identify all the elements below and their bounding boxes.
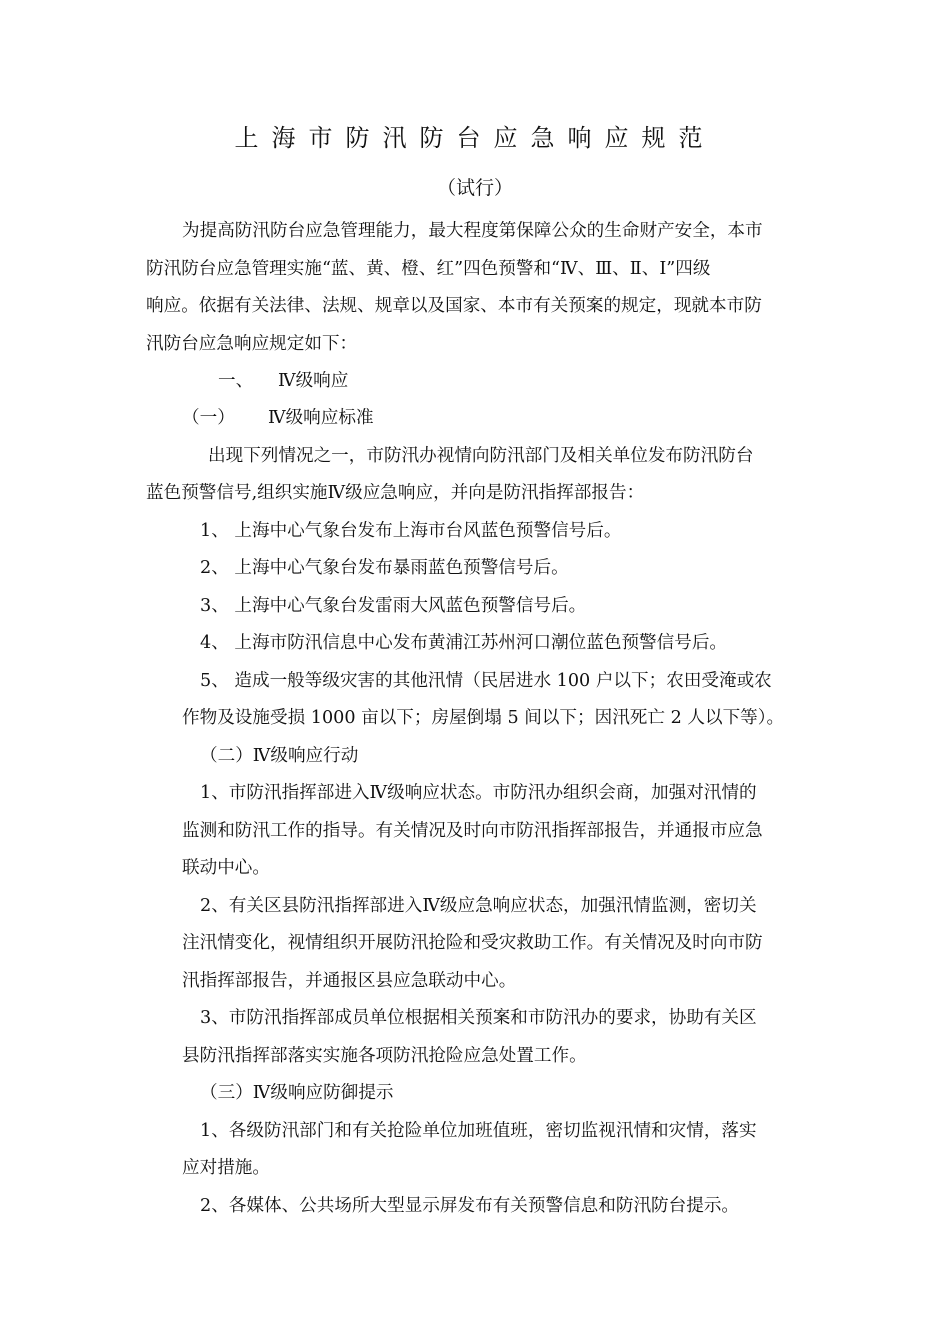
part-3-paragraph-1: 1、各级防汛部门和有关抢险单位加班值班，密切监视汛情和灾情，落实 <box>200 1121 757 1141</box>
part-2-paragraph-3: 3、市防汛指挥部成员单位根据相关预案和市防汛办的要求，协助有关区 <box>200 1008 757 1028</box>
document-title: 上海市防汛防台应急响应规范 <box>234 124 716 152</box>
part-1-item: 1、 上海中心气象台发布上海市台风蓝色预警信号后。 <box>200 521 622 541</box>
intro-line-1: 为提高防汛防台应急管理能力，最大程度第保障公众的生命财产安全，本市 <box>182 221 763 241</box>
part-1-intro-line-2: 蓝色预警信号,组织实施Ⅳ级应急响应，并向是防汛指挥部报告： <box>146 483 645 503</box>
section-1-heading: Ⅳ级响应 <box>278 371 349 391</box>
part-3-paragraph-2: 2、各媒体、公共场所大型显示屏发布有关预警信息和防汛防台提示。 <box>200 1196 740 1216</box>
part-1-item: 2、 上海中心气象台发布暴雨蓝色预警信号后。 <box>200 558 569 578</box>
part-1-intro-line-1: 出现下列情况之一，市防汛办视情向防汛部门及相关单位发布防汛防台 <box>208 446 754 466</box>
part-2-paragraph-1: 监测和防汛工作的指导。有关情况及时向市防汛指挥部报告，并通报市应急 <box>182 821 763 841</box>
part-1-item: 3、 上海中心气象台发雷雨大风蓝色预警信号后。 <box>200 596 587 616</box>
document-subtitle: （试行） <box>436 177 513 199</box>
section-1-number: 一、 <box>218 371 254 391</box>
part-2-paragraph-2: 2、有关区县防汛指挥部进入Ⅳ级应急响应状态，加强汛情监测，密切关 <box>200 896 757 916</box>
part-1-item-continuation: 作物及设施受损 1000 亩以下；房屋倒塌 5 间以下；因汛死亡 2 人以下等）。 <box>182 708 785 728</box>
part-1-item: 4、 上海市防汛信息中心发布黄浦江苏州河口潮位蓝色预警信号后。 <box>200 633 728 653</box>
part-3-heading: （三）Ⅳ级响应防御提示 <box>200 1083 394 1103</box>
part-2-paragraph-2: 注汛情变化，视情组织开展防汛抢险和受灾救助工作。有关情况及时向市防 <box>182 933 763 953</box>
part-2-paragraph-1: 联动中心。 <box>182 858 270 878</box>
part-2-heading: （二）Ⅳ级响应行动 <box>200 746 359 766</box>
part-2-paragraph-2: 汛指挥部报告，并通报区县应急联动中心。 <box>182 971 517 991</box>
part-1-item: 5、 造成一般等级灾害的其他汛情（民居进水 100 户以下；农田受淹或农 <box>200 671 772 691</box>
intro-line-2: 防汛防台应急管理实施“蓝、黄、橙、红”四色预警和“Ⅳ、Ⅲ、Ⅱ、Ⅰ”四级 <box>146 259 711 279</box>
part-2-paragraph-1: 1、市防汛指挥部进入Ⅳ级响应状态。市防汛办组织会商，加强对汛情的 <box>200 783 757 803</box>
part-2-paragraph-3: 县防汛指挥部落实实施各项防汛抢险应急处置工作。 <box>182 1046 587 1066</box>
part-1-number: （一） <box>182 408 235 428</box>
intro-line-3: 响应。依据有关法律、法规、规章以及国家、本市有关预案的规定，现就本市防 <box>146 296 762 316</box>
part-3-paragraph-1: 应对措施。 <box>182 1158 270 1178</box>
intro-line-4: 汛防台应急响应规定如下： <box>146 334 358 354</box>
part-1-heading: Ⅳ级响应标准 <box>268 408 374 428</box>
